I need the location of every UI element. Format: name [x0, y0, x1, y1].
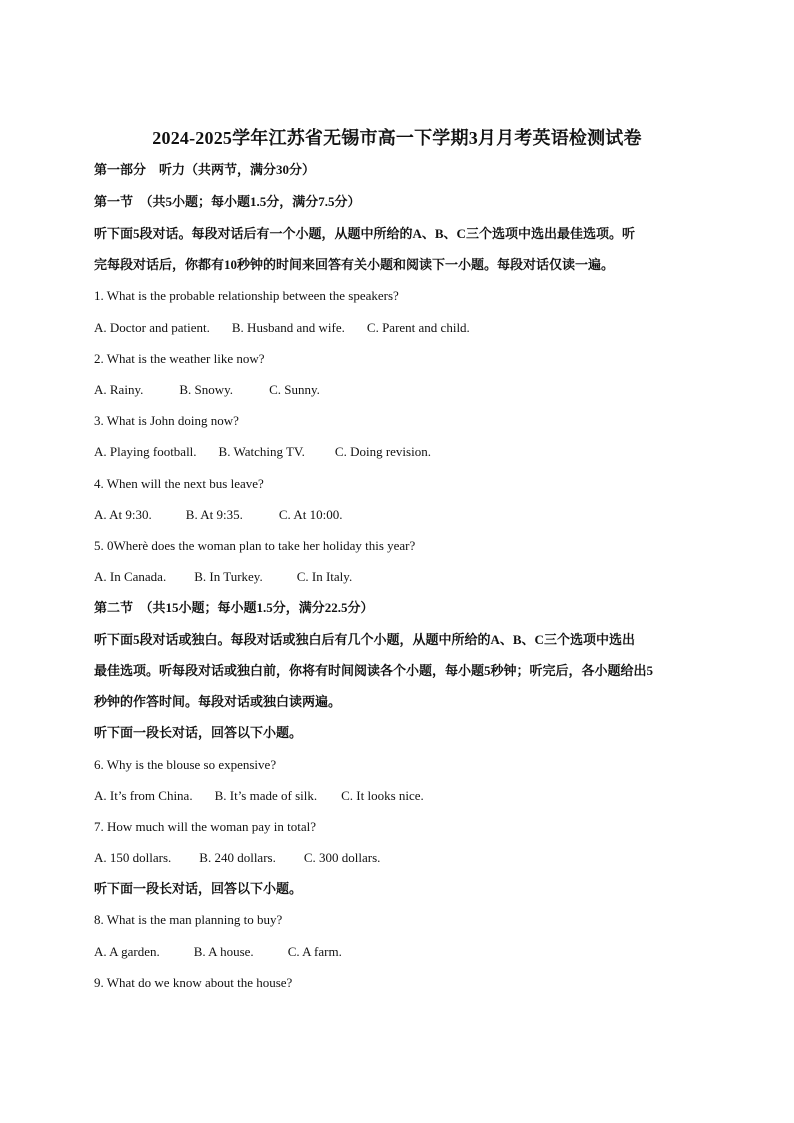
- section2-instruction-line3: 秒钟的作答时间。每段对话或独白读两遍。: [94, 694, 342, 709]
- section2-instruction-line2: 最佳选项。听每段对话或独白前，你将有时间阅读各个小题，每小题5秒钟；听完后，各小题给出5: [94, 663, 654, 678]
- option-b: B. In Turkey.: [194, 569, 263, 584]
- question-4: 4. When will the next bus leave?: [94, 476, 264, 491]
- option-c: C. A farm.: [287, 944, 342, 959]
- long-dialog-heading: 听下面一段长对话，回答以下小题。: [94, 725, 303, 740]
- question-3: 3. What is John doing now?: [94, 413, 239, 428]
- option-c: C. Doing revision.: [334, 444, 431, 459]
- section2-heading: 第二节 （共15小题；每小题1.5分，满分22.5分）: [94, 600, 374, 615]
- section1-instruction-line2: 完每段对话后，你都有10秒钟的时间来回答有关小题和阅读下一小题。每段对话仅读一遍。: [94, 257, 615, 272]
- option-b: B. It’s made of silk.: [214, 788, 318, 803]
- option-a: A. In Canada.: [94, 569, 167, 584]
- option-c: C. Parent and child.: [366, 320, 470, 335]
- question-1-options: [94, 320, 470, 336]
- section1-instruction-line1: 听下面5段对话。每段对话后有一个小题，从题中所给的A、B、C三个选项中选出最佳选项。听: [94, 226, 635, 241]
- question-9: 9. What do we know about the house?: [94, 975, 293, 990]
- option-c: C. It looks nice.: [341, 788, 424, 803]
- option-a: A. Rainy.: [94, 382, 144, 397]
- question-2-options: [94, 382, 320, 398]
- question-8-options: [94, 944, 342, 960]
- option-c: C. 300 dollars.: [303, 850, 381, 865]
- option-b: B. Snowy.: [179, 382, 234, 397]
- part1-heading: 第一部分 听力（共两节，满分30分）: [94, 162, 316, 177]
- option-c: C. At 10:00.: [278, 507, 343, 522]
- page-title: 2024-2025学年江苏省无锡市高一下学期3月月考英语检测试卷: [152, 128, 642, 148]
- question-5: 5. 0Wherè does the woman plan to take her holiday this year?: [94, 538, 416, 553]
- option-a: A. A garden.: [94, 944, 160, 959]
- option-b: B. Watching TV.: [218, 444, 305, 459]
- option-c: C. Sunny.: [269, 382, 320, 397]
- option-b: B. At 9:35.: [185, 507, 243, 522]
- question-4-options: [94, 507, 342, 523]
- question-6: 6. Why is the blouse so expensive?: [94, 757, 277, 772]
- option-a: A. It’s from China.: [94, 788, 193, 803]
- question-6-options: [94, 788, 424, 804]
- option-b: B. Husband and wife.: [231, 320, 345, 335]
- section2-instruction-line1: 听下面5段对话或独白。每段对话或独白后有几个小题，从题中所给的A、B、C三个选项中选出: [94, 632, 635, 647]
- long-dialog-heading: 听下面一段长对话，回答以下小题。: [94, 881, 303, 896]
- option-b: B. 240 dollars.: [199, 850, 276, 865]
- option-b: B. A house.: [193, 944, 254, 959]
- question-3-options: [94, 444, 431, 460]
- option-a: A. Playing football.: [94, 444, 197, 459]
- option-a: A. 150 dollars.: [94, 850, 172, 865]
- question-7-options: [94, 850, 380, 866]
- option-c: C. In Italy.: [296, 569, 353, 584]
- question-2: 2. What is the weather like now?: [94, 351, 265, 366]
- section1-heading: 第一节 （共5小题；每小题1.5分，满分7.5分）: [94, 194, 361, 209]
- question-8: 8. What is the man planning to buy?: [94, 912, 283, 927]
- option-a: A. Doctor and patient.: [94, 320, 210, 335]
- question-7: 7. How much will the woman pay in total?: [94, 819, 317, 834]
- question-1: 1. What is the probable relationship between the speakers?: [94, 288, 399, 303]
- question-5-options: [94, 569, 352, 585]
- option-a: A. At 9:30.: [94, 507, 152, 522]
